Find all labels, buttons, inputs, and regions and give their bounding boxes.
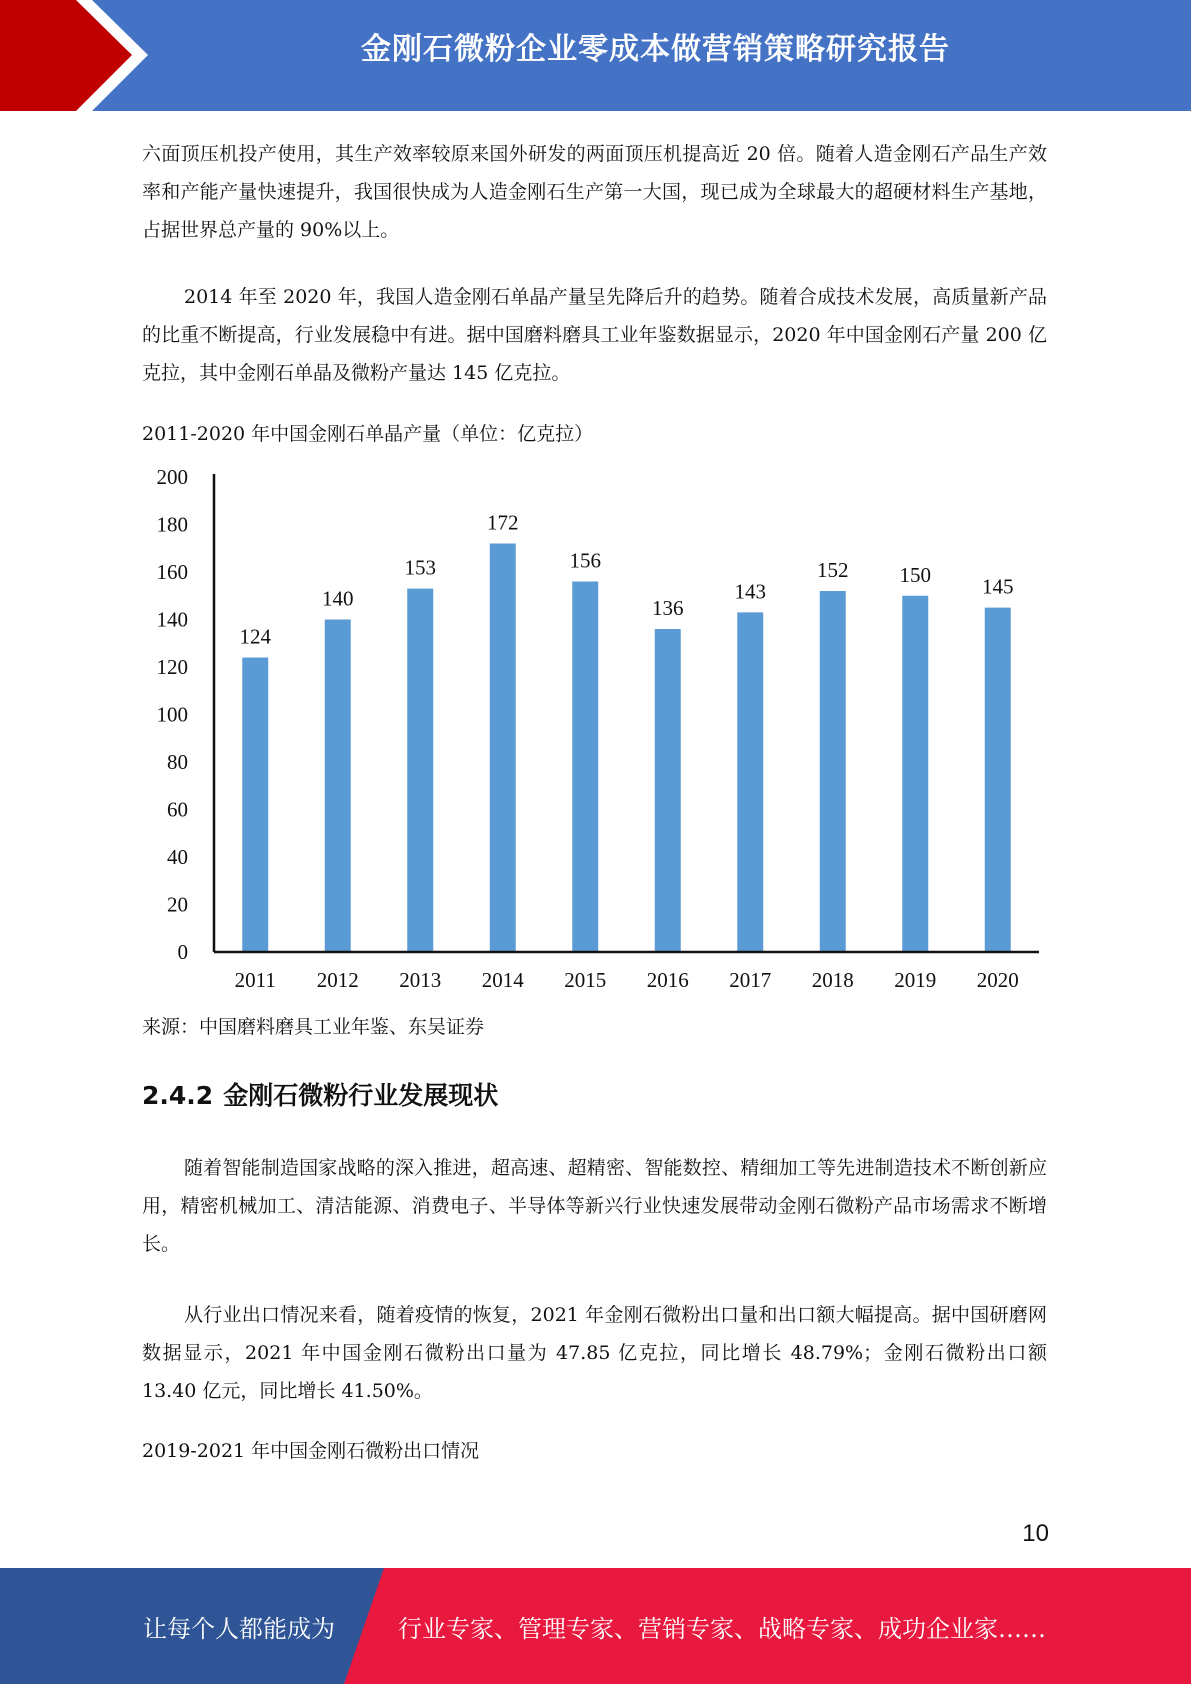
x-tick-label: 2020 [976,968,1019,992]
x-tick-label: 2017 [729,968,772,992]
data-label: 152 [817,558,849,582]
y-tick-label: 20 [167,892,188,917]
bar [490,544,516,953]
data-label: 140 [322,586,354,611]
y-tick-label: 80 [167,750,188,774]
y-tick-label: 40 [167,845,188,869]
x-tick-label: 2012 [316,968,359,992]
y-tick-label: 100 [156,702,188,727]
table-caption: 2019-2021 年中国金刚石微粉出口情况 [142,1440,480,1462]
paragraph-1: 六面顶压机投产使用，其生产效率较原来国外研发的两面顶压机提高近 20 倍。随着人造金刚石产品生产效率和产能产量快速提升，我国很快成为人造金刚石生产第一大国，现已成为全球最大的超硬材料生产基地，占据世界总产量的 90%以上。 [142,143,1047,241]
paragraph-2: 2014 年至 2020 年，我国人造金刚石单晶产量呈先降后升的趋势。随着合成技术发展，高质量新产品的比重不断提高，行业发展稳中有进。据中国磨料磨具工业年鉴数据显示，2020 年中国金刚石产量 200 亿克拉，其中金刚石单晶及微粉产量达 145 亿克拉。 [142,286,1047,384]
footer-slogan-left: 让每个人都能成为 [143,1615,335,1643]
y-tick-label: 0 [177,940,188,964]
footer-slogan-right: 行业专家、管理专家、营销专家、战略专家、成功企业家…… [398,1615,1046,1643]
data-label: 150 [899,562,931,587]
x-tick-label: 2016 [646,968,689,992]
chart-source: 来源：中国磨料磨具工业年鉴、东吴证券 [142,1016,485,1038]
bar [407,589,433,952]
report-title: 金刚石微粉企业零成本做营销策略研究报告 [361,32,950,67]
x-tick-label: 2018 [811,968,854,992]
bar [737,612,763,952]
section-number: 2.4.2 [142,1081,214,1110]
y-tick-label: 140 [156,607,188,632]
data-label: 153 [404,555,436,580]
bar [902,596,928,952]
page-header [0,0,1191,111]
data-label: 143 [734,579,766,604]
data-label: 156 [569,548,601,573]
chart-caption: 2011-2020 年中国金刚石单晶产量（单位：亿克拉） [142,423,594,445]
bar-chart [142,460,1047,1000]
y-tick-label: 120 [156,655,188,679]
page-number: 10 [1022,1520,1049,1547]
section-title: 金刚石微粉行业发展现状 [223,1081,499,1110]
x-tick-label: 2015 [564,968,607,992]
data-label: 124 [239,624,271,649]
y-tick-label: 160 [156,560,188,584]
y-tick-label: 200 [156,465,188,489]
x-tick-label: 2014 [481,968,524,992]
data-label: 136 [652,596,684,620]
y-tick-label: 60 [167,797,188,822]
x-tick-label: 2013 [399,968,442,992]
paragraph-4: 从行业出口情况来看，随着疫情的恢复，2021 年金刚石微粉出口量和出口额大幅提高。据中国研磨网数据显示，2021 年中国金刚石微粉出口量为 47.85 亿克拉，同比增长 48.79%；金刚石微粉出口额 13.40 亿元，同比增长 41.50%。 [142,1304,1047,1402]
bar [820,591,846,952]
bar [572,582,598,953]
x-tick-label: 2011 [234,968,276,992]
bar [985,608,1011,952]
paragraph-3: 随着智能制造国家战略的深入推进，超高速、超精密、智能数控、精细加工等先进制造技术不断创新应用，精密机械加工、清洁能源、消费电子、半导体等新兴行业快速发展带动金刚石微粉产品市场需求不断增长。 [142,1157,1047,1255]
bar [325,620,351,953]
data-label: 172 [487,510,519,535]
page-footer [0,1568,1191,1684]
section-heading [142,1078,498,1114]
y-tick-label: 180 [156,512,188,537]
bar [242,658,268,953]
x-tick-label: 2019 [894,968,937,992]
bar [655,629,681,952]
data-label: 145 [982,574,1014,599]
